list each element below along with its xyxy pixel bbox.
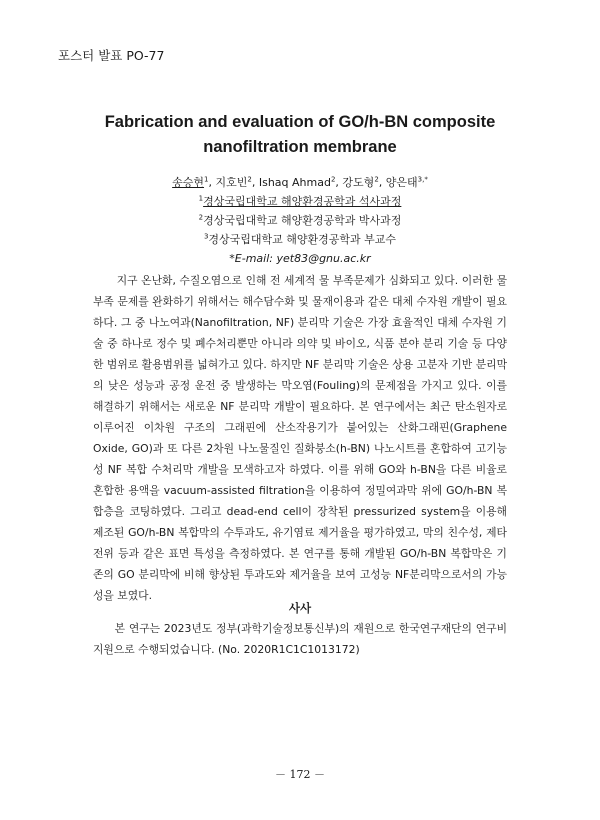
page-number: － 172 － (275, 768, 325, 781)
author-separator: , (335, 176, 343, 189)
poster-label: 포스터 발표 PO-77 (58, 48, 165, 63)
affiliation-sup: 2 (198, 213, 204, 222)
affiliation-1 (60, 192, 540, 211)
author-sup: 2 (330, 175, 336, 184)
author-name: 송승현 (172, 176, 205, 189)
paper-title (60, 110, 540, 160)
email-marker: * (229, 252, 235, 265)
affiliation-text: 경상국립대학교 해양환경공학과 석사과정 (203, 195, 402, 208)
acknowledgment-heading: 사사 (288, 601, 312, 615)
affiliation-3 (60, 230, 540, 249)
acknowledgment-body: 본 연구는 2023년도 정부(과학기술정보통신부)의 재원으로 한국연구재단의 연구비 지원으로 수행되었습니다. (No. 2020R1C1C1013172) (93, 622, 507, 656)
author-name: Ishaq Ahmad (258, 176, 331, 189)
author-sup: 2 (247, 175, 252, 184)
affiliation-text: 경상국립대학교 해양환경공학과 박사과정 (203, 214, 402, 227)
affiliation-sup: 1 (198, 194, 204, 203)
author-separator: , (251, 176, 259, 189)
title-line-1: Fabrication and evaluation of GO/h-BN composite (104, 113, 496, 131)
authors-block (60, 173, 540, 268)
author-list (60, 173, 540, 192)
affiliation-2 (60, 211, 540, 230)
author-name: 양은태 (385, 176, 418, 189)
author-name: 지호빈 (215, 176, 248, 189)
affiliation-text: 경상국립대학교 해양환경공학과 부교수 (208, 233, 397, 246)
author-name: 강도형 (342, 176, 375, 189)
corresponding-email (60, 249, 540, 268)
author-sup: 2 (374, 175, 379, 184)
email-text: E-mail: yet83@gnu.ac.kr (234, 252, 371, 265)
author-separator: , (378, 176, 386, 189)
abstract-body: 지구 온난화, 수질오염으로 인해 전 세계적 물 부족문제가 심화되고 있다. 이러한 물 부족 문제를 완화하기 위해서는 해수담수화 및 물재이용과 같은 대체 수자원 개발이 필요하다. 그 중 나노여과(Nanofiltration, NF) 분리막 기술은 가장 효율적인 대체 수자원 기술 중 하나로 정수 및 폐수처리뿐만 아니라 의약 및 바이오, 식품 분야 분리 기술 등 다양한 범위로 활용범위를 넓혀가고 있다. 하지만 NF 분리막 기술은 상용 고분자 기반 분리막의 낮은 성능과 공정 운전 중 발생하는 막오염(Fouling)의 문제점을 가지고 있다. 이를 해결하기 위해서는 새로운 NF 분리막 개발이 필요하다. 본 연구에서는 최근 탄소원자로 이루어진 이차원 구조의 그래핀에 산소작용기가 붙어있는 산화그래핀(Graphene Oxide, GO)과 또 다른 2차원 나노물질인 질화붕소(h-BN) 나노시트를 혼합하여 고기능성 NF 복합 수처리막 개발을 모색하고자 하였다. 이를 위해 GO와 h-BN을 다른 비율로 혼합한 용액을 vacuum-assisted filtration을 이용하여 정밀여과막 위에 GO/h-BN 복합층을 코팅하였다. 그리고 dead-end cell이 장착된 pressurized system을 이용해 제조된 GO/h-BN 복합막의 수투과도, 유기염료 제거율을 평가하였고, 막의 친수성, 제타전위 등과 같은 표면 특성을 측정하였다. 본 연구를 통해 개발된 GO/h-BN 복합막은 기존의 GO 분리막에 비해 향상된 투과도와 제거율을 보여 고성능 NF분리막으로서의 가능성을 보였다. (93, 274, 507, 602)
title-line-2: nanofiltration membrane (203, 138, 397, 156)
affiliation-sup: 3 (203, 232, 209, 241)
author-sup: 3,* (417, 175, 428, 184)
author-sup: 1 (204, 175, 209, 184)
author-separator: , (208, 176, 216, 189)
